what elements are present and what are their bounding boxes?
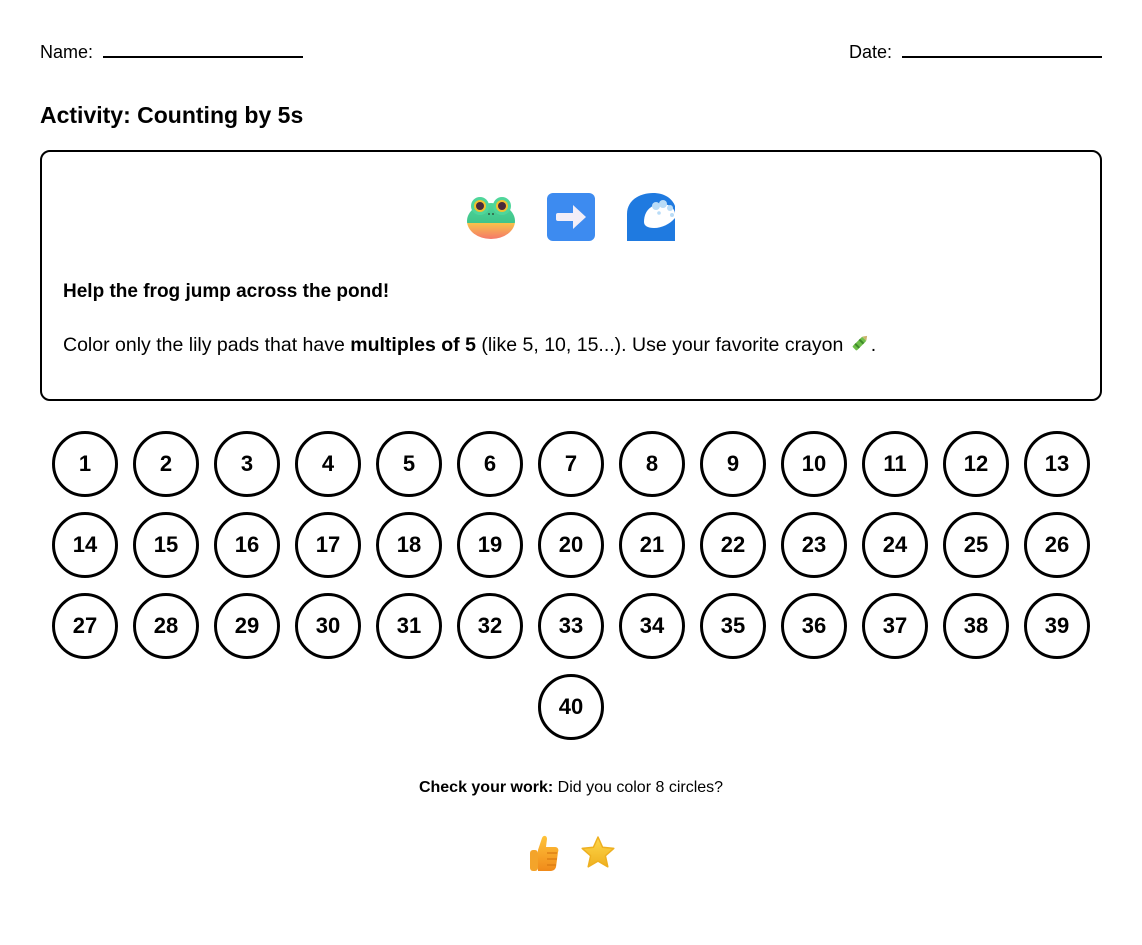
lily-pad[interactable]: 15 [133, 512, 199, 578]
lily-pad[interactable]: 37 [862, 593, 928, 659]
instructions-text [63, 332, 876, 357]
instructions-heading: Help the frog jump across the pond! [63, 281, 390, 302]
lily-pad[interactable]: 4 [295, 431, 361, 497]
lily-pad[interactable]: 5 [376, 431, 442, 497]
lily-pad[interactable]: 22 [700, 512, 766, 578]
crayon-icon [849, 332, 871, 354]
name-label: Name: [40, 42, 94, 62]
lily-pad[interactable]: 16 [214, 512, 280, 578]
name-field [40, 42, 303, 62]
lily-pad[interactable]: 29 [214, 593, 280, 659]
lily-pad[interactable]: 7 [538, 431, 604, 497]
date-field [849, 42, 1102, 62]
frog-icon [466, 192, 516, 242]
lily-pad[interactable]: 23 [781, 512, 847, 578]
check-label: Check your work: [418, 779, 554, 796]
lily-pad[interactable]: 10 [781, 431, 847, 497]
lily-pad[interactable]: 12 [943, 431, 1009, 497]
lily-pad[interactable]: 39 [1024, 593, 1090, 659]
lily-pad[interactable]: 30 [295, 593, 361, 659]
lily-pad[interactable]: 40 [538, 674, 604, 740]
water-wave-icon [626, 192, 676, 242]
activity-title: Activity: Counting by 5s [40, 102, 304, 128]
lily-pad[interactable]: 25 [943, 512, 1009, 578]
instructions-text-part: (like 5, 10, 15...). Use your favorite crayon [475, 334, 849, 356]
lily-pad[interactable]: 17 [295, 512, 361, 578]
lily-pad[interactable]: 19 [457, 512, 523, 578]
instructions-text-part: Color only the lily pads that have [63, 334, 351, 356]
lily-pad[interactable]: 28 [133, 593, 199, 659]
lily-pad[interactable]: 34 [619, 593, 685, 659]
instructions-box [40, 150, 1102, 401]
lily-pad[interactable]: 27 [52, 593, 118, 659]
lily-pad[interactable]: 24 [862, 512, 928, 578]
lily-pad[interactable]: 1 [52, 431, 118, 497]
lily-pad[interactable]: 8 [619, 431, 685, 497]
lily-pad[interactable]: 2 [133, 431, 199, 497]
thumbs-up-icon [526, 834, 562, 872]
right-arrow-icon [546, 192, 596, 242]
lily-pad[interactable]: 38 [943, 593, 1009, 659]
lily-pad[interactable]: 3 [214, 431, 280, 497]
lily-pad[interactable]: 14 [52, 512, 118, 578]
check-your-work [0, 779, 1142, 797]
lily-pad[interactable]: 36 [781, 593, 847, 659]
reward-icons [0, 834, 1142, 872]
check-question: Did you color 8 circles? [553, 779, 724, 796]
name-blank-line[interactable] [103, 56, 303, 58]
lily-pad[interactable]: 18 [376, 512, 442, 578]
lily-pad[interactable]: 6 [457, 431, 523, 497]
instructions-emphasis: multiples of 5 [350, 334, 476, 356]
lily-pad[interactable]: 13 [1024, 431, 1090, 497]
instruction-icons [42, 192, 1100, 242]
lily-pad[interactable]: 31 [376, 593, 442, 659]
header-row [40, 38, 1102, 62]
lily-pad[interactable]: 20 [538, 512, 604, 578]
lily-pad[interactable]: 21 [619, 512, 685, 578]
lily-pad[interactable]: 35 [700, 593, 766, 659]
date-blank-line[interactable] [902, 56, 1102, 58]
date-label: Date: [848, 42, 892, 62]
lily-pad[interactable]: 11 [862, 431, 928, 497]
lily-pad[interactable]: 9 [700, 431, 766, 497]
lily-pad[interactable]: 33 [538, 593, 604, 659]
lily-pad[interactable]: 26 [1024, 512, 1090, 578]
star-icon [580, 834, 616, 872]
instructions-text-part: . [870, 334, 877, 356]
lily-pad[interactable]: 32 [457, 593, 523, 659]
